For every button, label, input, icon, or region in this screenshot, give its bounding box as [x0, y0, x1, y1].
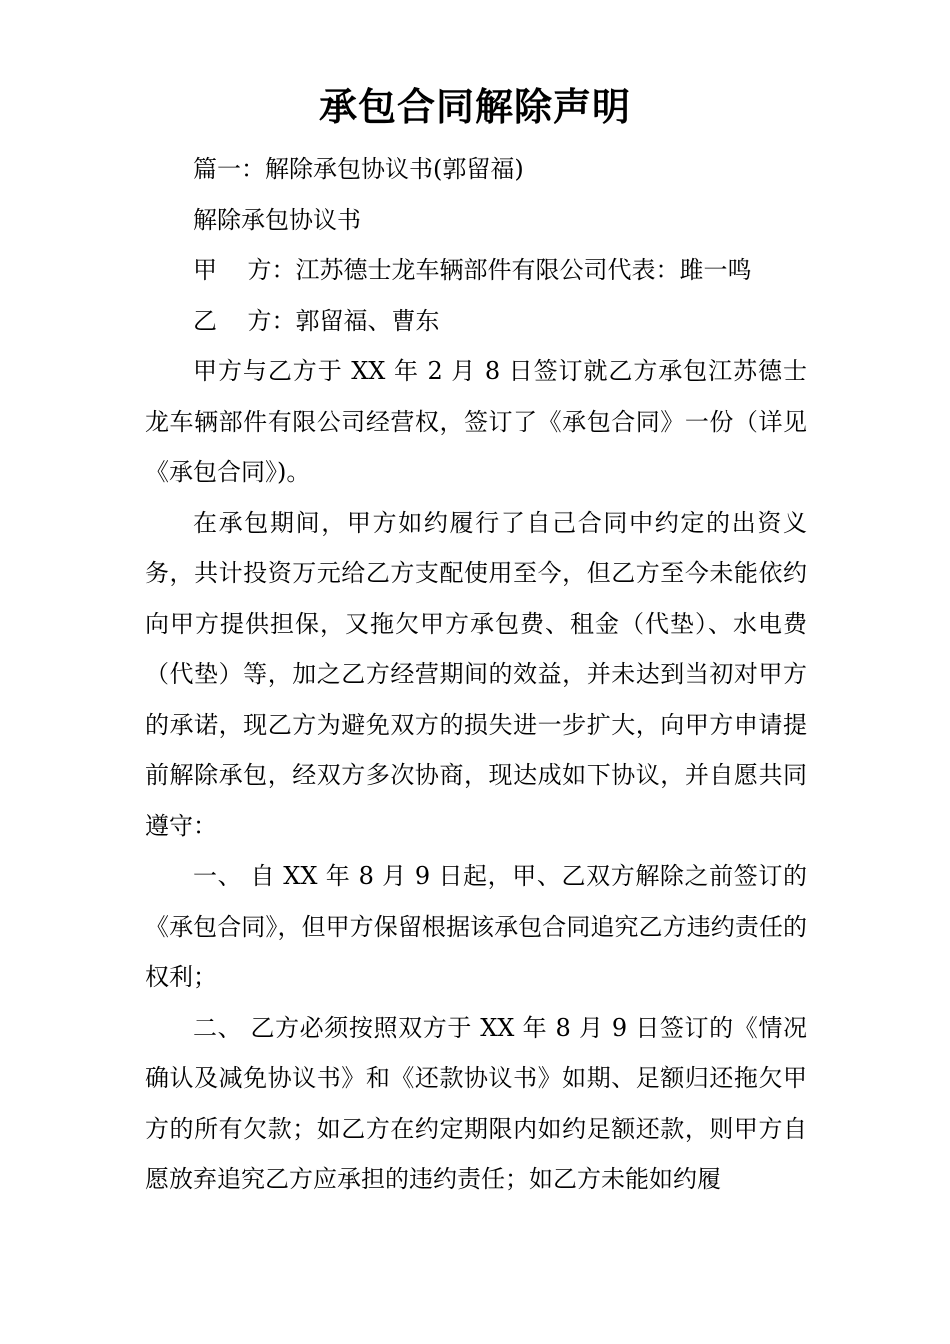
- section-heading: 篇一：解除承包协议书(郭留福): [193, 155, 524, 183]
- party-a-line: 甲 方：江苏德士龙车辆部件有限公司代表：雎一鸣: [193, 256, 752, 284]
- contract-period-paragraph: 在承包期间，甲方如约履行了自己合同中约定的出资义务，共计投资万元给乙方支配使用至今，但乙方至今未能依约向甲方提供担保，又拖欠甲方承包费、租金（代垫）、水电费（代垫）等，加之乙方经营期间的效益，并未达到当初对甲方的承诺，现乙方为避免双方的损失进一步扩大，向甲方申请提前解除承包，经双方多次协商，现达成如下协议，并自愿共同遵守：: [145, 508, 807, 840]
- party-b-line: 乙 方：郭留福、曹东: [193, 306, 440, 335]
- agreement-subtitle: 解除承包协议书: [193, 205, 361, 234]
- clause-two: 二、 乙方必须按照双方于 XX 年 8 月 9 日签订的《情况确认及减免协议书》和《还款协议书》如期、足额归还拖欠甲方的所有欠款；如乙方在约定期限内如约足额还款，则甲方自愿放弃追究乙方应承担的违约责任；如乙方未能如约履: [145, 1013, 807, 1193]
- document-body: [145, 144, 807, 1205]
- clause-one: 一、 自 XX 年 8 月 9 日起，甲、乙双方解除之前签订的《承包合同》，但甲方保留根据该承包合同追究乙方违约责任的权利；: [145, 862, 807, 991]
- document-title: 承包合同解除声明: [318, 85, 631, 129]
- background-paragraph: 甲方与乙方于 XX 年 2 月 8 日签订就乙方承包江苏德士龙车辆部件有限公司经营权，签订了《承包合同》一份（详见《承包合同》)。: [145, 357, 807, 486]
